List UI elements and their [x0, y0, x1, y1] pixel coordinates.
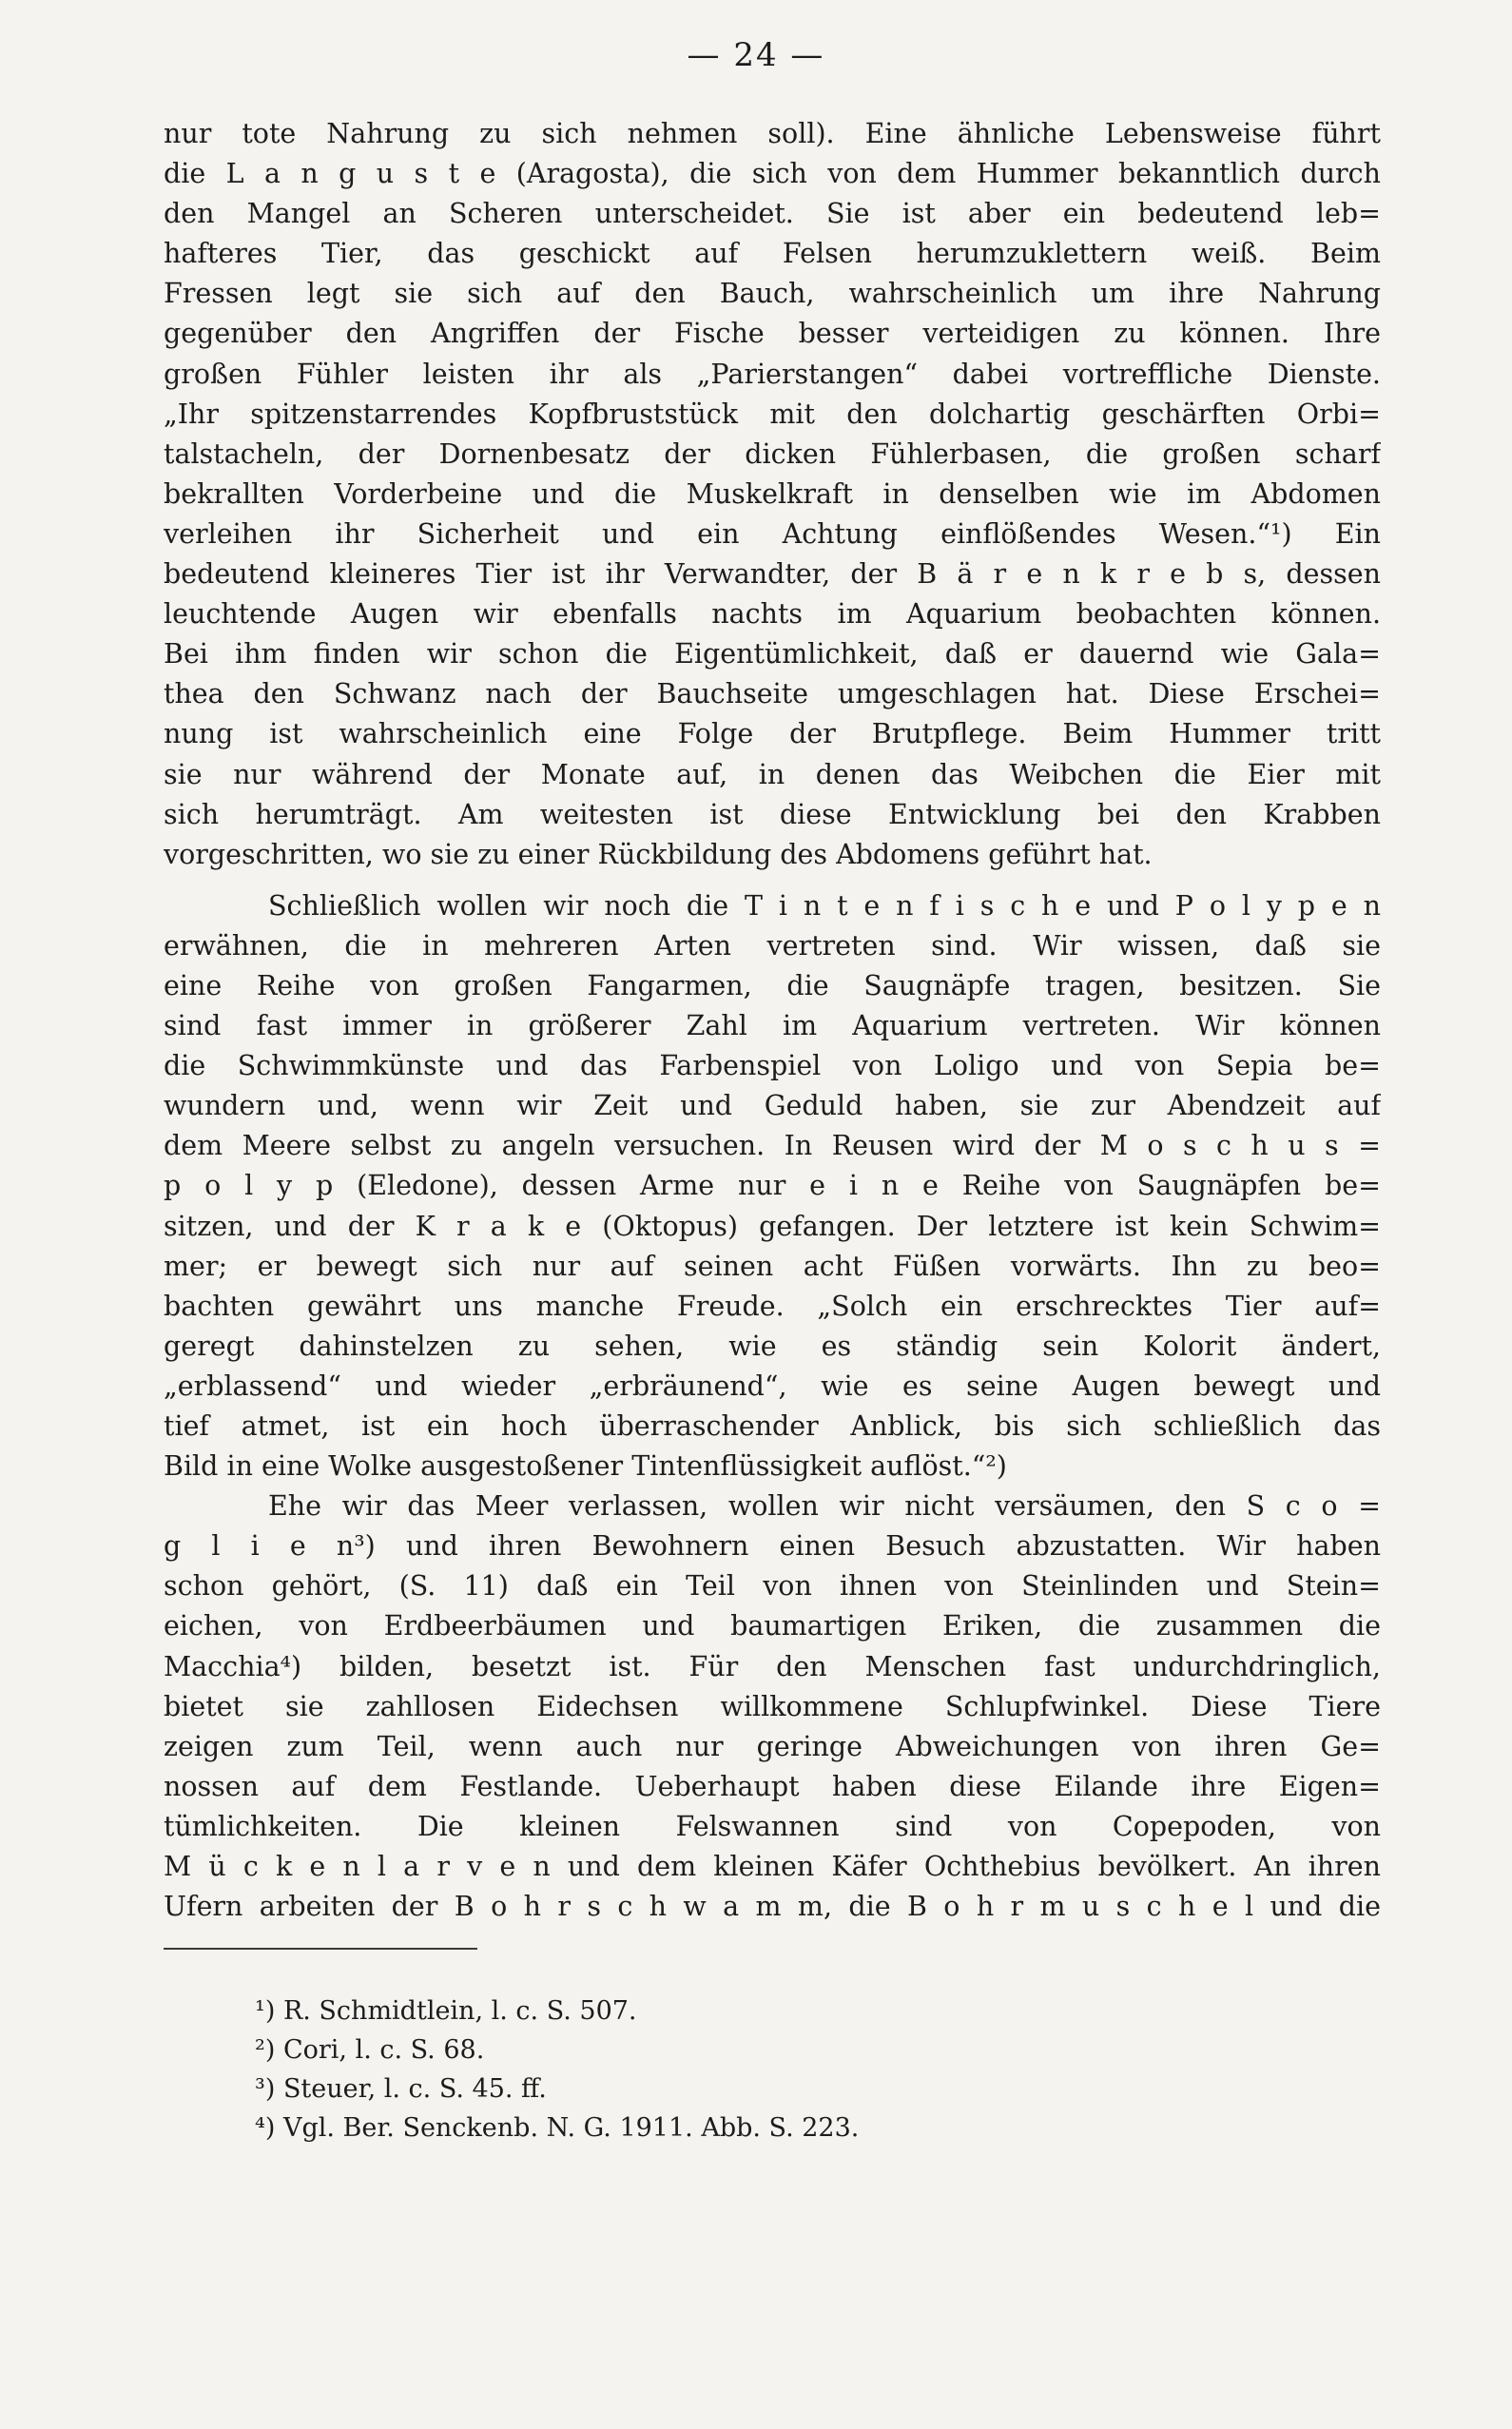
text-line: erwähnen, die in mehreren Arten vertreten sind. Wir wissen, daß sie — [164, 929, 1381, 962]
text-line: sind fast immer in größerer Zahl im Aquarium vertreten. Wir können — [164, 1010, 1381, 1042]
text-line: Bei ihm finden wir schon die Eigentümlichkeit, daß er dauernd wie Gala= — [164, 638, 1381, 670]
footnote: ³) Steuer, l. c. S. 45. ff. — [255, 2074, 547, 2104]
text-line: gegenüber den Angriffen der Fische besser verteidigen zu können. Ihre — [164, 318, 1381, 350]
text-line: „erblassend“ und wieder „erbräunend“, wie es seine Augen bewegt und — [164, 1370, 1381, 1402]
text-line: wundern und, wenn wir Zeit und Geduld haben, sie zur Abendzeit auf — [164, 1090, 1381, 1122]
text-line: tümlichkeiten. Die kleinen Felswannen sind von Copepoden, von — [164, 1810, 1381, 1842]
text-line: M ü c k e n l a r v e n und dem kleinen Käfer Ochthebius bevölkert. An ihren — [164, 1851, 1381, 1883]
text-line: leuchtende Augen wir ebenfalls nachts im Aquarium beobachten können. — [164, 598, 1381, 631]
text-line: nur tote Nahrung zu sich nehmen soll). Eine ähnliche Lebensweise führt — [164, 118, 1381, 149]
text-line: sie nur während der Monate auf, in denen das Weibchen die Eier mit — [164, 758, 1381, 790]
text-line: die L a n g u s t e (Aragosta), die sich von dem Hummer bekanntlich durch — [164, 158, 1381, 190]
footnote: ²) Cori, l. c. S. 68. — [255, 2035, 485, 2065]
text-line: vorgeschritten, wo sie zu einer Rückbildung des Abdomens geführt hat. — [164, 838, 1153, 870]
page-number: — 24 — — [687, 36, 825, 74]
footnote-divider — [164, 1948, 477, 1950]
text-line: eine Reihe von großen Fangarmen, die Saugnäpfe tragen, besitzen. Sie — [164, 969, 1381, 1001]
text-line: bedeutend kleineres Tier ist ihr Verwandter, der B ä r e n k r e b s, dessen — [164, 558, 1381, 591]
paragraph — [164, 114, 1381, 875]
footnote: ⁴) Vgl. Ber. Senckenb. N. G. 1911. Abb. S. 223. — [255, 2113, 860, 2143]
text-line: Fressen legt sie sich auf den Bauch, wahrscheinlich um ihre Nahrung — [164, 278, 1381, 310]
text-line: nung ist wahrscheinlich eine Folge der Brutpflege. Beim Hummer tritt — [164, 718, 1381, 750]
text-line: p o l y p (Eledone), dessen Arme nur e i n e Reihe von Saugnäpfen be= — [164, 1170, 1381, 1202]
footnote: ¹) R. Schmidtlein, l. c. S. 507. — [255, 1996, 637, 2026]
text-line: eichen, von Erdbeerbäumen und baumartigen Eriken, die zusammen die — [164, 1610, 1381, 1642]
text-line: hafteres Tier, das geschickt auf Felsen herumzuklettern weiß. Beim — [164, 238, 1381, 270]
paragraph — [164, 1487, 1381, 1927]
text-line: bietet sie zahllosen Eidechsen willkommene Schlupfwinkel. Diese Tiere — [164, 1690, 1381, 1722]
paragraph — [164, 886, 1381, 1487]
text-line: nossen auf dem Festlande. Ueberhaupt haben diese Eilande ihre Eigen= — [164, 1770, 1381, 1802]
text-line: geregt dahinstelzen zu sehen, wie es ständig sein Kolorit ändert, — [164, 1330, 1381, 1362]
text-line: dem Meere selbst zu angeln versuchen. In Reusen wird der M o s c h u s = — [164, 1130, 1381, 1162]
text-line: sitzen, und der K r a k e (Oktopus) gefangen. Der letztere ist kein Schwim= — [164, 1210, 1381, 1242]
text-line: talstacheln, der Dornenbesatz der dicken Fühlerbasen, die großen scharf — [164, 437, 1381, 470]
text-line: mer; er bewegt sich nur auf seinen acht Füßen vorwärts. Ihn zu beo= — [164, 1250, 1381, 1282]
text-line: bekrallten Vorderbeine und die Muskelkraft in denselben wie im Abdomen — [164, 477, 1381, 510]
text-line: sich herumträgt. Am weitesten ist diese Entwicklung bei den Krabben — [164, 798, 1381, 830]
text-line: großen Fühler leisten ihr als „Parierstangen“ dabei vortreffliche Dienste. — [164, 358, 1381, 390]
text-line: den Mangel an Scheren unterscheidet. Sie ist aber ein bedeutend leb= — [164, 198, 1381, 230]
text-line: Ehe wir das Meer verlassen, wollen wir nicht versäumen, den S c o = — [268, 1490, 1381, 1523]
body-text — [164, 114, 1381, 1927]
text-line: die Schwimmkünste und das Farbenspiel von Loligo und von Sepia be= — [164, 1050, 1381, 1082]
text-line: zeigen zum Teil, wenn auch nur geringe Abweichungen von ihren Ge= — [164, 1730, 1381, 1762]
text-line: „Ihr spitzenstarrendes Kopfbruststück mit den dolchartig geschärften Orbi= — [164, 398, 1381, 430]
text-line: Macchia⁴) bilden, besetzt ist. Für den Menschen fast undurchdringlich, — [164, 1650, 1381, 1682]
text-line: thea den Schwanz nach der Bauchseite umgeschlagen hat. Diese Erschei= — [164, 678, 1381, 710]
text-line: tief atmet, ist ein hoch überraschender Anblick, bis sich schließlich das — [164, 1410, 1381, 1442]
text-line: schon gehört, (S. 11) daß ein Teil von ihnen von Steinlinden und Stein= — [164, 1570, 1381, 1603]
text-line: verleihen ihr Sicherheit und ein Achtung einflößendes Wesen.“¹) Ein — [164, 517, 1381, 550]
text-line: g l i e n³) und ihren Bewohnern einen Besuch abzustatten. Wir haben — [164, 1530, 1381, 1563]
text-line: bachten gewährt uns manche Freude. „Solch ein erschrecktes Tier auf= — [164, 1290, 1381, 1322]
footnotes — [255, 1992, 1111, 2147]
text-line: Schließlich wollen wir noch die T i n t e n f i s c h e und P o l y p e n — [268, 889, 1381, 922]
text-line: Bild in eine Wolke ausgestoßener Tintenflüssigkeit auflöst.“²) — [164, 1450, 1007, 1483]
text-line: Ufern arbeiten der B o h r s c h w a m m, die B o h r m u s c h e l und die — [164, 1891, 1381, 1923]
